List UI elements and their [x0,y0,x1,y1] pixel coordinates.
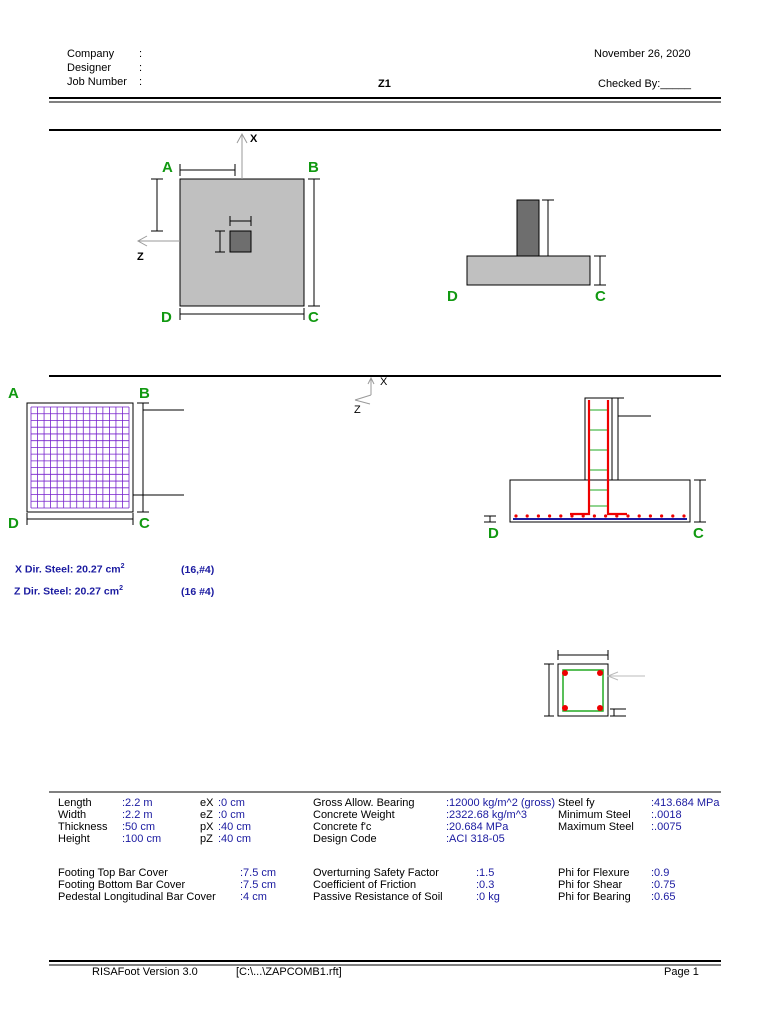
pedestal-section [544,650,645,716]
z-dir-steel-sup: 2 [119,585,123,592]
param-value: :0 cm [218,797,245,809]
param-label: Passive Resistance of Soil [313,891,443,903]
params-factors-values [476,867,500,903]
params-col4-labels [558,797,634,833]
param-value: :ACI 318-05 [446,833,505,845]
z-dir-steel [14,585,123,598]
company-label: Company [67,48,115,60]
param-label: Overturning Safety Factor [313,867,439,879]
rebar-dot [559,514,562,517]
footer-version: RISAFoot Version 3.0 [92,966,198,978]
param-value: :50 cm [122,821,156,833]
param-label: Steel fy [558,797,595,809]
param-label: Pedestal Longitudinal Bar Cover [58,891,216,903]
param-label: Gross Allow. Bearing [313,797,415,809]
rebar-dot [649,514,652,517]
rebar-elev-label-c: C [693,525,704,542]
checked-by: Checked By:_____ [598,78,691,90]
rebar-dot [548,514,551,517]
params-col4-values [651,797,720,833]
rebar-elevation [484,398,706,522]
rebar-dot [671,514,674,517]
param-value: :.0075 [651,821,682,833]
company-colon: : [139,48,143,60]
x-dir-steel-text: X Dir. Steel: 20.27 cm [15,563,121,576]
grid-label-b: B [139,385,150,402]
param-label: Thickness [58,821,108,833]
params-col2-values [218,797,251,845]
x-dir-steel [15,563,125,576]
param-value: :40 cm [218,833,252,845]
elevation-view [467,200,606,285]
rebar-dot [615,514,618,517]
param-value: :.0018 [651,809,682,821]
param-label: eZ [200,809,213,821]
plan-label-d: D [161,309,172,326]
param-label: Concrete f'c [313,821,372,833]
param-value: :0.65 [651,891,676,903]
designer-label: Designer [67,62,112,74]
params-phi-labels [558,867,631,903]
x-dir-steel-sup: 2 [120,563,125,570]
rebar-dot [537,514,540,517]
params-covers-labels [58,867,216,903]
param-value: :2.2 m [122,797,153,809]
pedestal-elevation [517,200,539,256]
axis-indicator [355,378,374,404]
mid-axis-x: X [380,376,388,388]
params-factors-labels [313,867,443,903]
param-value: :2322.68 kg/m^3 [446,809,527,821]
rebar-dot [660,514,663,517]
param-label: Concrete Weight [313,809,395,821]
param-value: :4 cm [240,891,267,903]
designer-colon: : [139,62,143,74]
footing-elevation [467,256,590,285]
param-label: Footing Top Bar Cover [58,867,168,879]
pedestal-plan [230,231,251,252]
rebar-dot [593,514,596,517]
rebar-dot [604,514,607,517]
rebar-dot [626,514,629,517]
report-date: November 26, 2020 [594,48,691,60]
rebar-dot [638,514,641,517]
footer-page: Page 1 [664,966,699,978]
x-dir-bars: (16,#4) [181,564,215,576]
plan-label-c: C [308,309,319,326]
param-value: :7.5 cm [240,879,277,891]
params-covers-values [240,867,276,903]
param-value: :20.684 MPa [446,821,509,833]
job-number-label: Job Number [67,76,127,88]
grid-label-a: A [8,385,19,402]
footer-file: [C:\...\ZAPCOMB1.rft] [236,966,342,978]
param-label: Height [58,833,90,845]
rebar-dot [526,514,529,517]
param-label: Phi for Shear [558,879,623,891]
plan-label-b: B [308,159,319,176]
plan-axis-z: Z [137,251,144,263]
params-col3-labels [313,797,415,845]
rebar-dot [582,514,585,517]
rebar-elev-label-d: D [488,525,499,542]
param-label: Maximum Steel [558,821,634,833]
params-col1-values [122,797,161,845]
param-value: :1.5 [476,867,495,879]
plan-label-a: A [162,159,173,176]
rebar-dot [682,514,685,517]
param-value: :413.684 MPa [651,797,720,809]
param-value: :0.75 [651,879,676,891]
param-value: :12000 kg/m^2 (gross) [446,797,556,809]
z-dir-bars: (16 #4) [181,586,215,598]
param-label: Length [58,797,92,809]
rebar-grid-plan [27,403,184,525]
mid-axis-z: Z [354,404,361,416]
param-value: :2.2 m [122,809,153,821]
grid-label-c: C [139,515,150,532]
rebar-dot [570,514,573,517]
plan-axis-x: X [250,133,258,145]
z-dir-steel-text: Z Dir. Steel: 20.27 cm [14,585,120,598]
param-value: :100 cm [122,833,162,845]
rebar-dot [514,514,517,517]
param-label: Phi for Bearing [558,891,631,903]
param-label: Design Code [313,833,377,845]
elev-label-d: D [447,288,458,305]
job-number-colon: : [139,76,143,88]
param-label: pX [200,821,214,833]
param-value: :0.9 [651,867,670,879]
footing-id: Z1 [378,78,391,90]
param-label: Footing Bottom Bar Cover [58,879,186,891]
param-label: Minimum Steel [558,809,631,821]
param-label: pZ [200,833,213,845]
param-value: :0.3 [476,879,495,891]
param-label: eX [200,797,214,809]
param-label: Coefficient of Friction [313,879,417,891]
elev-label-c: C [595,288,606,305]
param-value: :0 kg [476,891,500,903]
params-col2-labels [200,797,213,845]
grid-label-d: D [8,515,19,532]
param-label: Width [58,809,87,821]
param-value: :7.5 cm [240,867,277,879]
params-col1-labels [58,797,108,845]
param-label: Phi for Flexure [558,867,630,879]
param-value: :0 cm [218,809,245,821]
param-value: :40 cm [218,821,252,833]
params-col3-values [446,797,555,845]
params-phi-values [651,867,675,903]
